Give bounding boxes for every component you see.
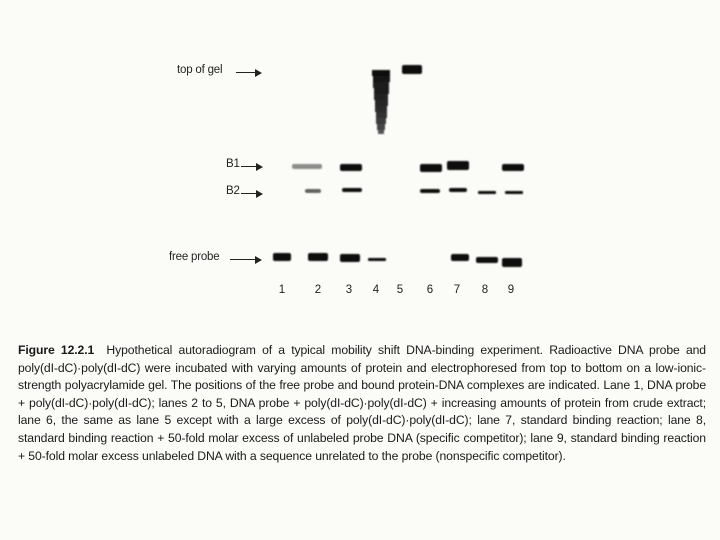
arrow-free-probe bbox=[230, 259, 256, 260]
label-top-of-gel: top of gel bbox=[177, 64, 223, 76]
band-lane2-free bbox=[308, 253, 328, 261]
figure-label: Figure 12.2.1 bbox=[18, 343, 95, 357]
label-free-probe: free probe bbox=[169, 251, 220, 263]
band-lane3-b1 bbox=[340, 164, 362, 171]
lane-number-5: 5 bbox=[396, 284, 404, 296]
band-lane6-b2 bbox=[420, 189, 440, 193]
lane-number-9: 9 bbox=[507, 284, 515, 296]
band-lane2-b1 bbox=[292, 164, 322, 169]
caption-text: Hypothetical autoradiogram of a typical mobility shift DNA-binding experiment. Radioactive DNA probe and poly(dI-dC)·poly(dI-dC) were incubated with varying amounts of protein and electrophoresed from top to bottom on a low-ionic-strength polyacrylamide gel. The positions of the free probe and bound protein-DNA complexes are indicated. Lane 1, DNA probe + poly(dI-dC)·poly(dI-dC); lanes 2 to 5, DNA probe + poly(dI-dC)·poly(dI-dC) + increasing amounts of protein from crude extract; lane 6, the same as lane 5 except with a large excess of poly(dI-dC)·poly(dI-dC); lane 7, standard binding reaction; lane 8, standard binding reaction + 50-fold molar excess of unlabeled probe DNA (specific competitor); lane 9, standard binding reaction + 50-fold molar excess unlabeled DNA with a sequence unrelated to the probe (nonspecific competitor). bbox=[18, 343, 706, 463]
arrow-top-of-gel bbox=[236, 72, 256, 73]
lane-number-6: 6 bbox=[426, 284, 434, 296]
arrow-b1 bbox=[241, 166, 257, 167]
band-lane3-b2 bbox=[342, 188, 362, 192]
band-lane9-free bbox=[502, 258, 522, 267]
lane-number-8: 8 bbox=[481, 284, 489, 296]
band-lane9-b1 bbox=[502, 164, 524, 171]
lane-number-2: 2 bbox=[314, 284, 322, 296]
lane-number-1: 1 bbox=[278, 284, 286, 296]
lane-number-7: 7 bbox=[453, 284, 461, 296]
smear-lane4 bbox=[372, 70, 390, 134]
lane-number-3: 3 bbox=[345, 284, 353, 296]
band-lane2-b2 bbox=[305, 189, 321, 193]
band-lane1-free bbox=[273, 253, 291, 261]
band-lane3-free bbox=[340, 254, 360, 262]
band-lane7-free bbox=[451, 254, 469, 261]
label-b2: B2 bbox=[226, 185, 240, 197]
label-b1: B1 bbox=[226, 158, 240, 170]
band-lane8-free bbox=[476, 257, 498, 263]
band-lane4-free bbox=[368, 258, 386, 261]
figure-caption bbox=[18, 342, 706, 465]
band-lane6-b1 bbox=[420, 164, 442, 172]
band-lane5-top bbox=[402, 65, 422, 74]
arrow-b2 bbox=[241, 193, 257, 194]
band-lane7-b1 bbox=[447, 161, 469, 170]
band-lane7-b2 bbox=[449, 188, 467, 192]
band-lane9-b2 bbox=[505, 191, 523, 194]
lane-number-4: 4 bbox=[372, 284, 380, 296]
band-lane8-b2 bbox=[478, 191, 496, 194]
